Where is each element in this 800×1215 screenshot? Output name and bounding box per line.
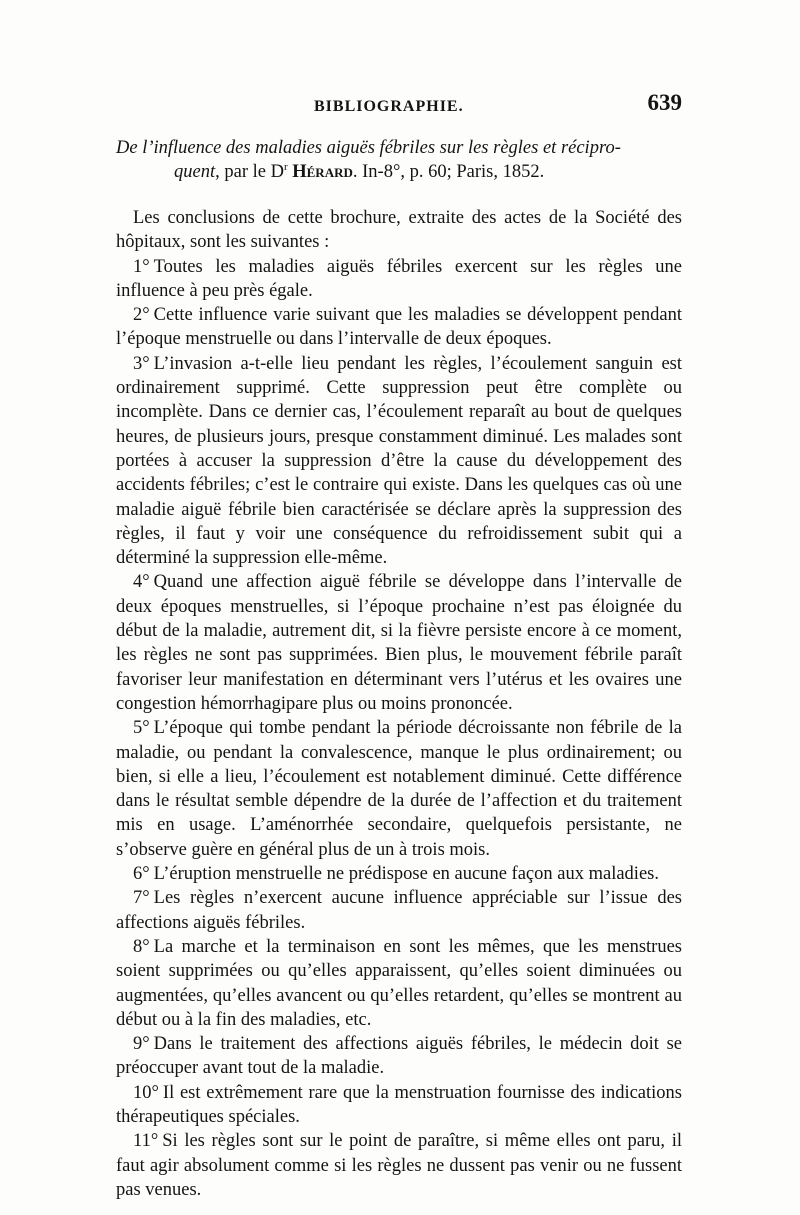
page-header <box>116 90 682 126</box>
conclusion-item <box>116 570 682 716</box>
citation-title-line2: quent <box>174 162 216 182</box>
intro-paragraph: Les conclusions de cette brochure, extraite des actes de la Société des hôpitaux, sont les suivantes : <box>116 208 682 253</box>
running-head: BIBLIOGRAPHIE. <box>314 98 464 115</box>
conclusion-text: La marche et la terminaison en sont les mêmes, que les menstrues soient supprimées ou qu’elles apparaissent, qu’elles soient diminuées ou augmentées, qu’elles avancent ou qu’elles retardent, qu’elles se montrent au début ou à la fin des maladies, etc. <box>116 936 682 1030</box>
conclusion-item <box>116 935 682 1032</box>
conclusion-number: 3° <box>133 353 150 374</box>
conclusion-text: Les règles n’exercent aucune influence appréciable sur l’issue des affections aiguës fébriles. <box>116 888 682 933</box>
conclusion-number: 11° <box>133 1131 159 1152</box>
conclusion-number: 6° <box>133 864 150 885</box>
conclusion-item <box>116 1081 682 1130</box>
conclusion-number: 9° <box>133 1034 150 1055</box>
citation-title-line1: De l’influence des maladies aiguës fébriles sur les règles et récipro- <box>116 138 621 158</box>
document-page <box>116 90 682 1202</box>
conclusion-text: L’époque qui tombe pendant la période décroissante non fébrile de la maladie, ou pendant la convalescence, manque le plus ordinairement; ou bien, si elle a lieu, l’écoulement est notablement diminué. Cette différence dans le résultat semble dépendre de la durée de l’affection et du traitement mis en usage. L’aménorrhée secondaire, quelquefois persistante, ne s’observe guère en général plus de un à trois mois. <box>116 718 682 860</box>
conclusion-text: Dans le traitement des affections aiguës fébriles, le médecin doit se préoccuper avant tout de la maladie. <box>116 1034 682 1079</box>
conclusion-item <box>116 255 682 304</box>
conclusion-item <box>116 303 682 352</box>
conclusion-item <box>116 886 682 935</box>
conclusion-text: Il est extrêmement rare que la menstruation fournisse des indications thérapeutiques spéciales. <box>116 1082 682 1127</box>
bibliographic-citation <box>116 136 682 184</box>
conclusion-number: 1° <box>133 256 150 277</box>
conclusion-number: 5° <box>133 718 150 739</box>
conclusion-number: 2° <box>133 305 150 326</box>
conclusion-text: Si les règles sont sur le point de paraître, si même elles ont paru, il faut agir absolument comme si les règles ne dussent pas venir ou ne fussent pas venues. <box>116 1131 682 1200</box>
conclusion-number: 10° <box>133 1082 159 1103</box>
conclusion-text: L’invasion a-t-elle lieu pendant les règles, l’écoulement sanguin est ordinairement supprimé. Cette suppression peut être complète ou incomplète. Dans ce dernier cas, l’écoulement reparaît au bout de quelques heures, de plusieurs jours, presque constamment diminué. Les malades sont portées à accuser la suppression d’être la cause du développement des accidents fébriles; c’est le contraire qui existe. Dans les quelques cas où une maladie aiguë fébrile bien caractérisée se déclare après la suppression des règles, il faut y voir une conséquence du refroidissement subit qui a déterminé la suppression elle-même. <box>116 353 682 569</box>
conclusion-text: Cette influence varie suivant que les maladies se développent pendant l’époque menstruelle ou dans l’intervalle de deux époques. <box>116 305 682 350</box>
conclusion-item <box>116 716 682 862</box>
conclusion-text: Quand une affection aiguë fébrile se développe dans l’intervalle de deux époques menstruelles, si l’époque prochaine n’est pas éloignée du début de la maladie, autrement dit, si la fièvre persiste encore à ce moment, les règles ne sont pas supprimées. Bien plus, le mouvement fébrile paraît favoriser leur manifestation en déterminant vers l’utérus et les ovaires une congestion hémorrhagipare plus ou moins prononcée. <box>116 572 682 714</box>
conclusion-item <box>116 862 682 886</box>
citation-publication: . In-8°, p. 60; Paris, 1852. <box>352 162 545 182</box>
conclusion-item <box>116 1032 682 1081</box>
citation-author: Hérard <box>292 162 353 182</box>
conclusion-number: 8° <box>133 936 150 957</box>
conclusion-text: Toutes les maladies aiguës fébriles exercent sur les règles une influence à peu près égale. <box>116 256 682 301</box>
conclusion-number: 7° <box>133 888 150 909</box>
conclusion-text: L’éruption menstruelle ne prédispose en aucune façon aux maladies. <box>153 864 659 885</box>
review-body <box>116 206 682 1202</box>
citation-doctor-sup: r <box>283 160 288 173</box>
conclusion-number: 4° <box>133 572 150 593</box>
conclusion-item <box>116 1129 682 1202</box>
conclusion-item <box>116 352 682 571</box>
page-number: 639 <box>647 90 682 115</box>
citation-by: , par le D <box>215 162 284 182</box>
